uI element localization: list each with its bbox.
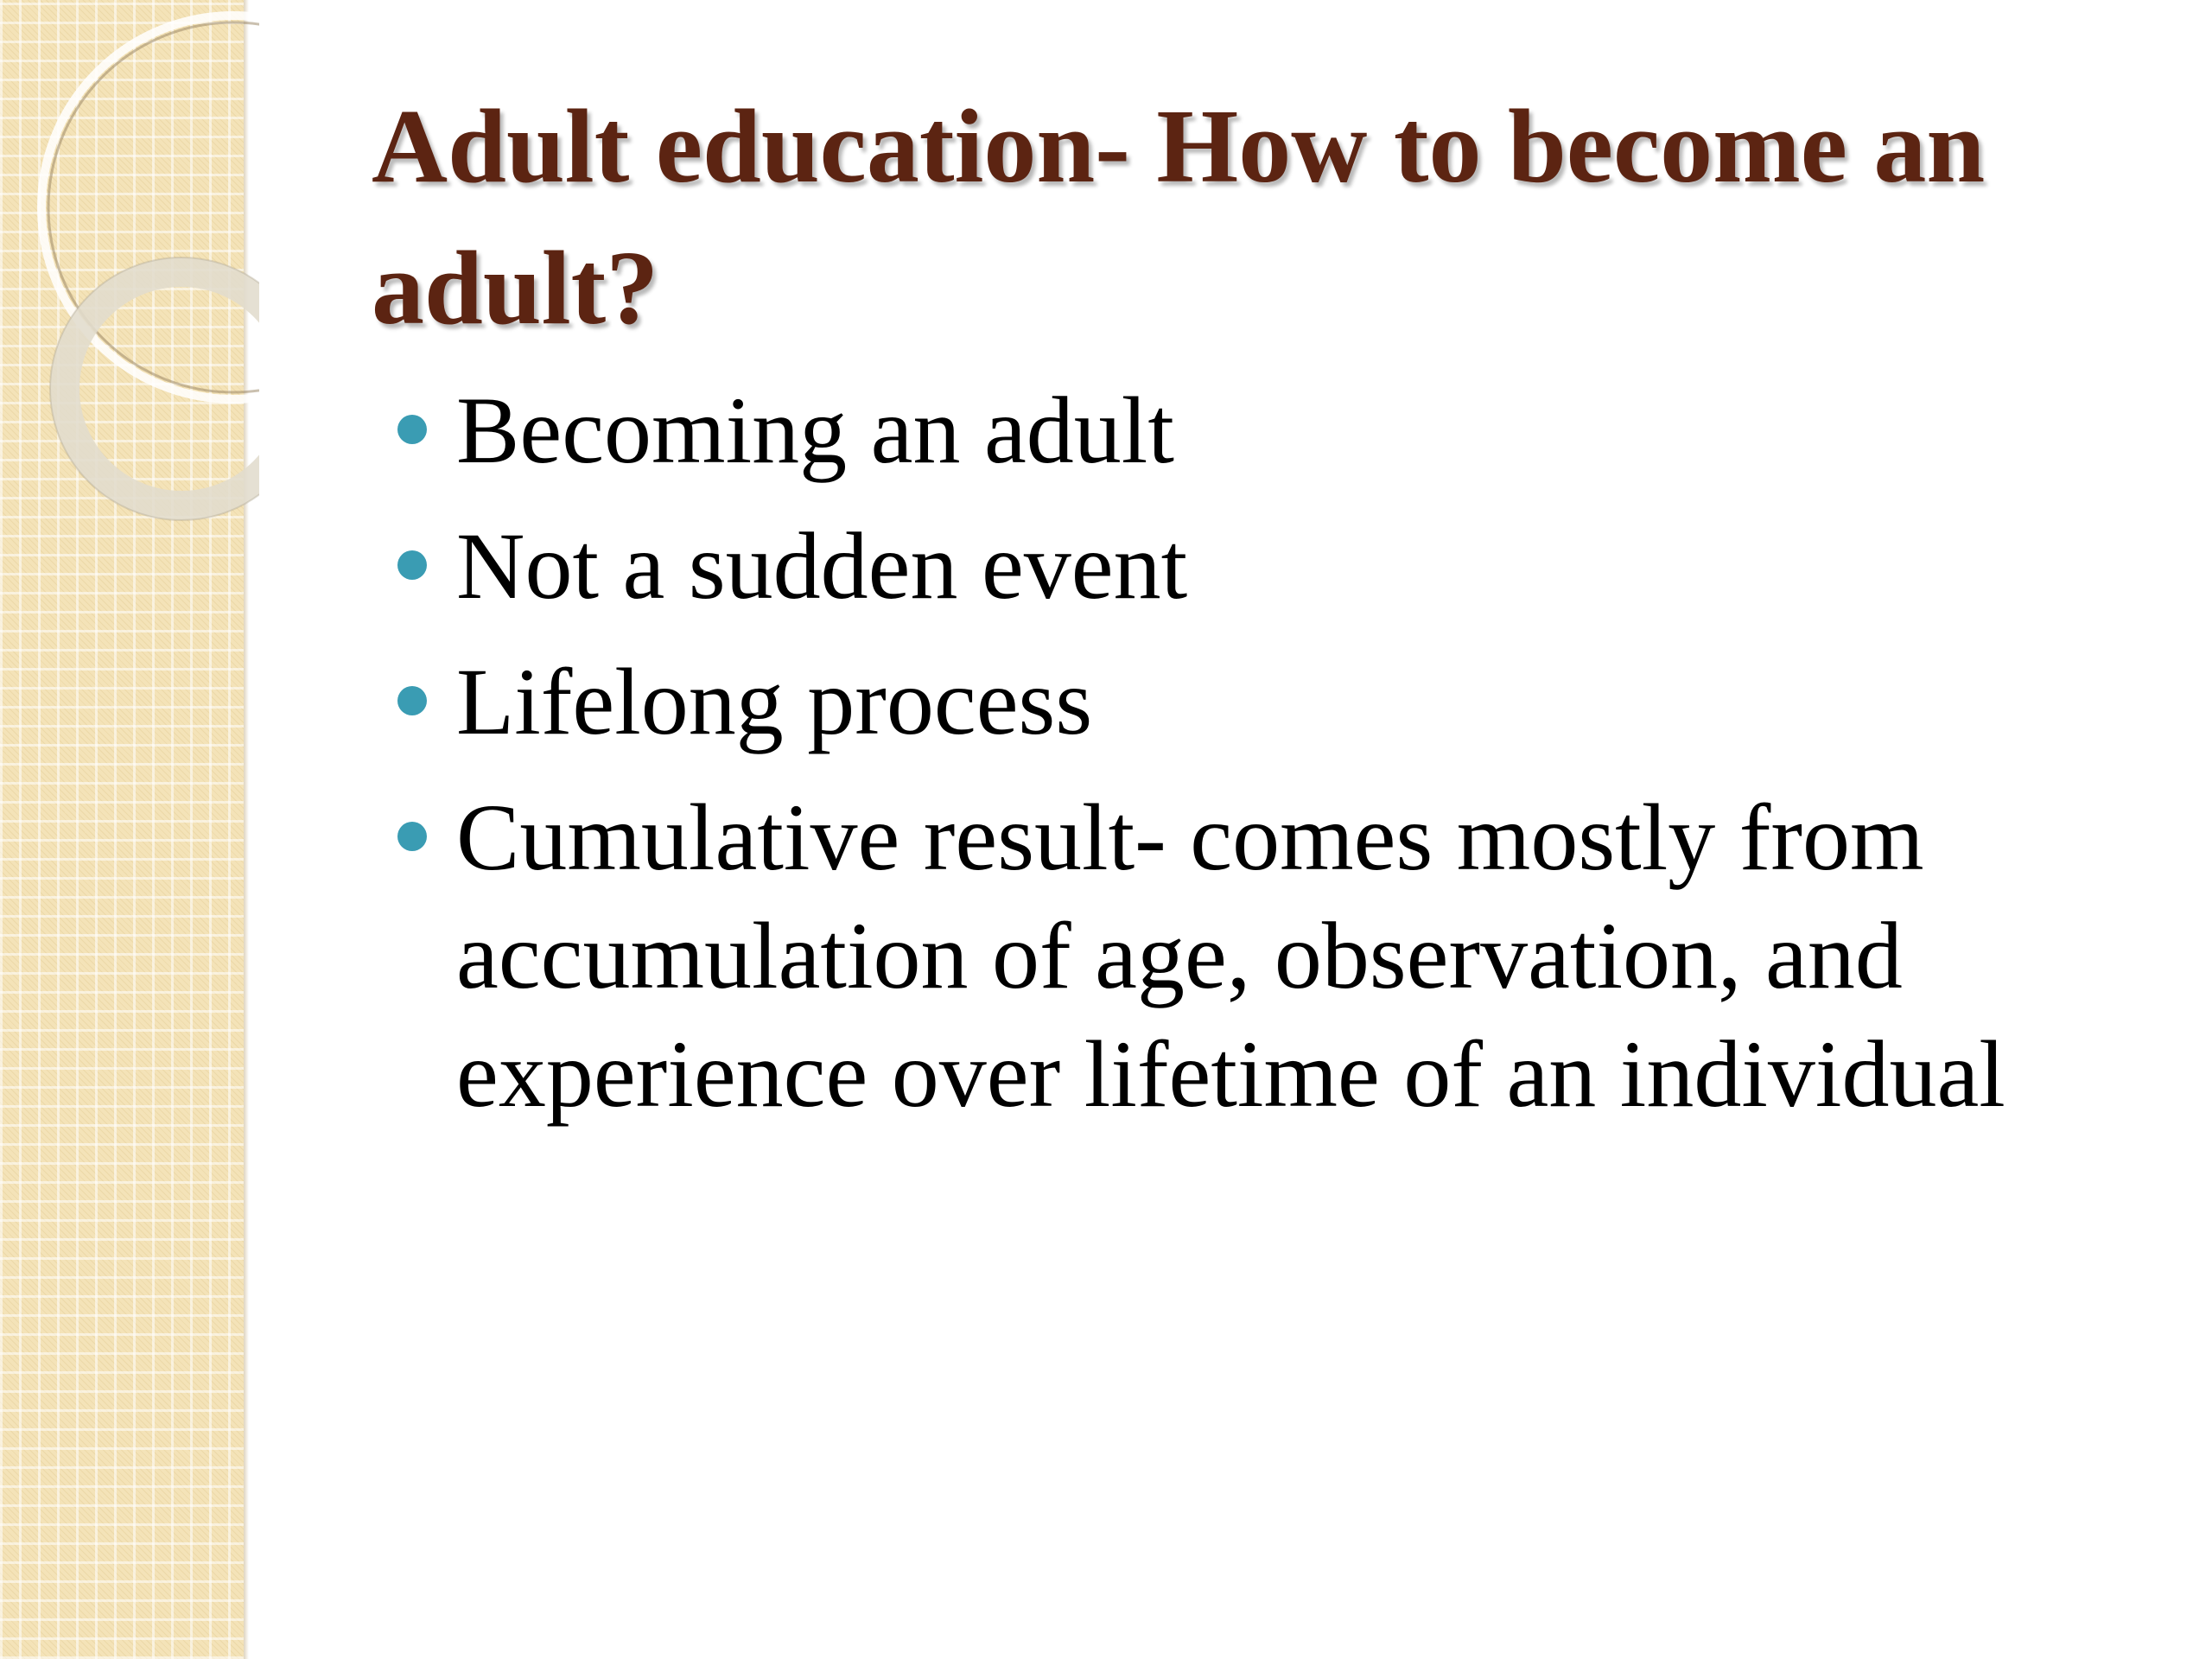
bullet-item [397, 643, 2143, 761]
slide-title: Adult education- How to become an adult? [372, 88, 1986, 346]
bullet-text: Not a sudden event [456, 513, 1188, 619]
bullet-item [397, 372, 2143, 490]
bullet-dot-icon [397, 822, 427, 851]
bullet-dot-icon [397, 415, 427, 444]
bullet-dot-icon [397, 686, 427, 715]
bullet-list [397, 372, 2143, 1151]
bullet-dot-icon [397, 550, 427, 580]
decorative-rings-icon [0, 0, 259, 553]
bullet-item [397, 779, 2143, 1134]
bullet-item [397, 507, 2143, 626]
bullet-text: Cumulative result- comes mostly from accumulation of age, observation, and experience over lifetime of an individual [456, 785, 2005, 1127]
bullet-text: Lifelong process [456, 649, 1093, 754]
bullet-text: Becoming an adult [456, 378, 1174, 483]
